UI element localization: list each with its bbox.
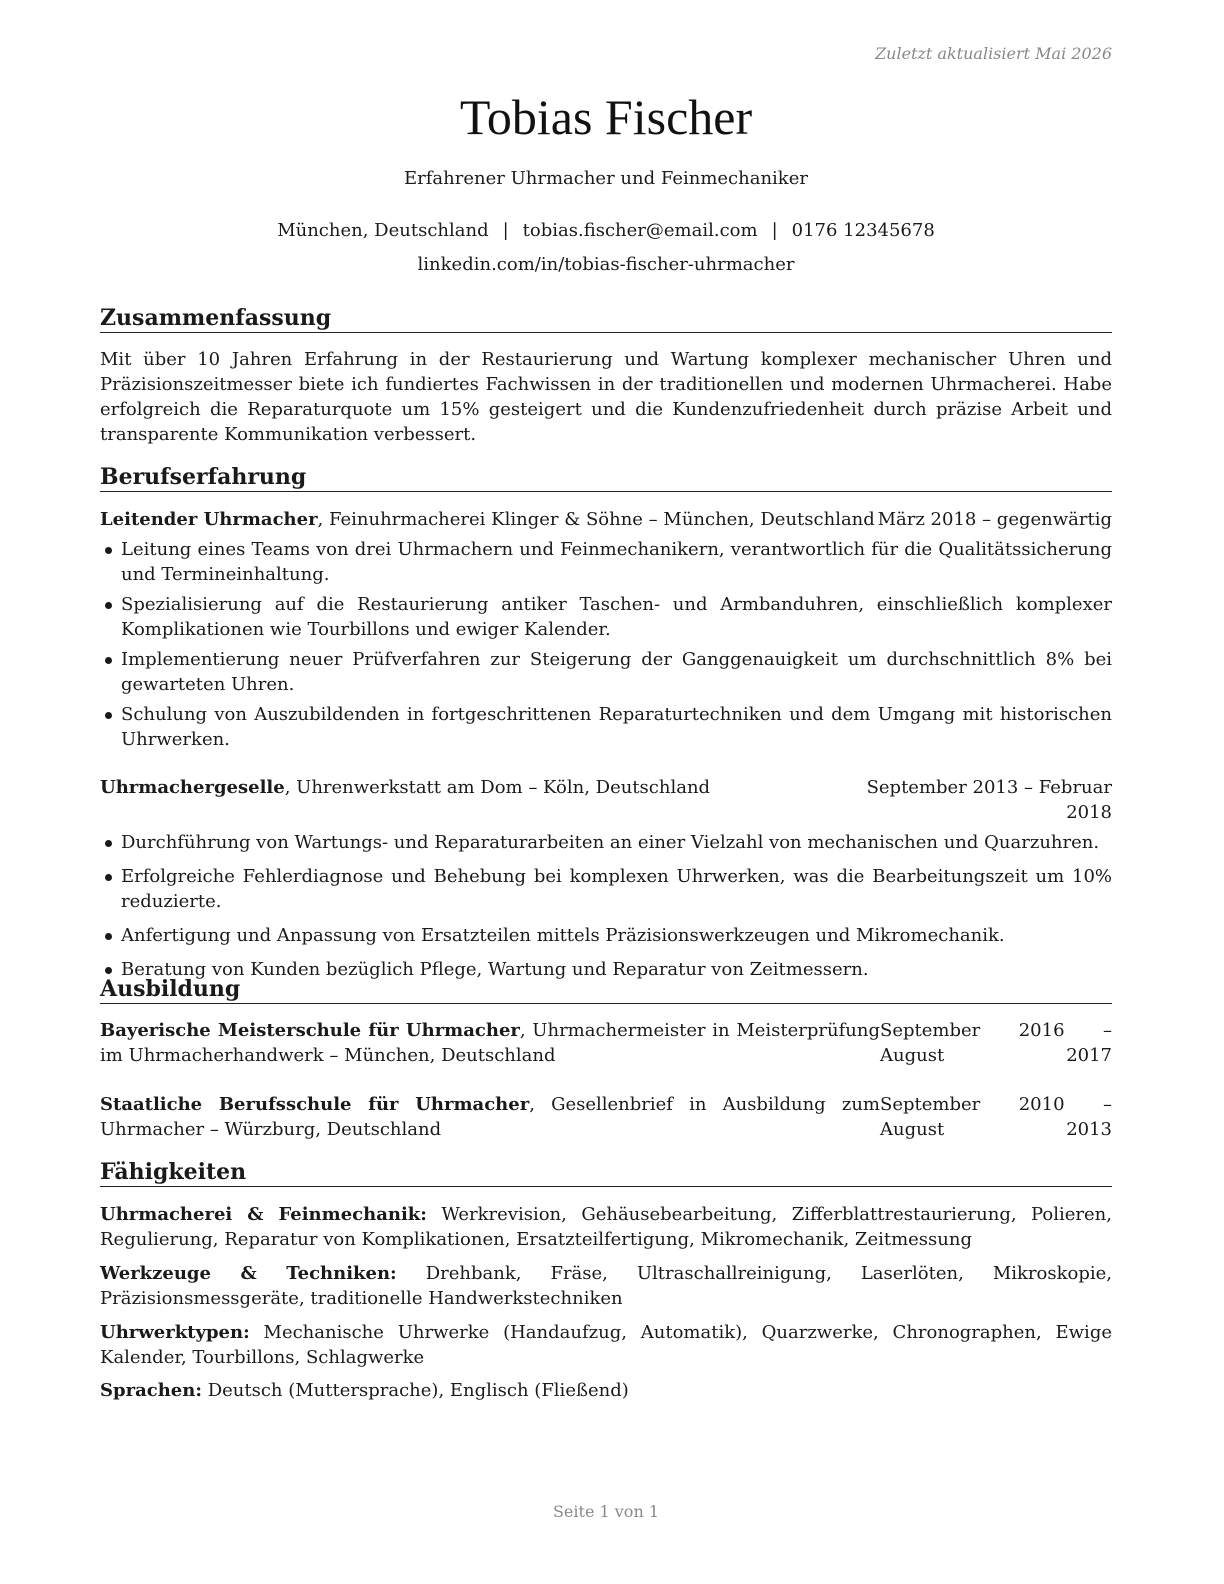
section-heading-experience: Berufserfahrung [100,464,1112,492]
education-detail: , Uhrmachermeister in Meisterprüfung im Uhrmacherhandwerk – München, Deutschland [100,1020,880,1066]
skill-text: Drehbank, Fräse, Ultraschallreinigung, Laserlöten, Mikroskopie, Präzisionsmessgeräte, traditionelle Handwerkstechniken [100,1263,1112,1309]
list-item: Anfertigung und Anpassung von Ersatzteilen mittels Präzisionswerkzeugen und Mikromechanik. [100,923,1112,948]
list-item: Durchführung von Wartungs- und Reparaturarbeiten an einer Vielzahl von mechanischen und Quarzuhren. [100,830,1112,855]
list-item: Implementierung neuer Prüfverfahren zur Steigerung der Ganggenauigkeit um durchschnittlich 8% bei gewarteten Uhren. [100,647,1112,697]
job-dates: September 2013 – Februar 2018 [866,777,1112,823]
education-dates: September 2016 – August [880,1020,1112,1066]
school-name: Bayerische Meisterschule für Uhrmacher [100,1020,520,1041]
skill-text: Mechanische Uhrwerke (Handaufzug, Automatik), Quarzwerke, Chronographen, Ewige Kalender, Tourbillons, Schlagwerke [100,1322,1112,1368]
section-heading-skills: Fähigkeiten [100,1159,1112,1187]
job-company: , Feinuhrmacherei Klinger & Söhne – München, Deutschland [317,509,875,530]
skill-row [100,1261,1112,1311]
list-item: Erfolgreiche Fehlerdiagnose und Behebung bei komplexen Uhrwerken, was die Bearbeitungszeit um 10% reduzierte. [100,864,1112,914]
email-link[interactable]: tobias.fischer@email.com [522,220,758,241]
job-bullet-list [100,830,1112,982]
school-name: Staatliche Berufsschule für Uhrmacher [100,1094,530,1115]
skill-row [100,1202,1112,1252]
list-item: Spezialisierung auf die Restaurierung antiker Taschen- und Armbanduhren, einschließlich komplexer Komplikationen wie Tourbillons und ewiger Kalender. [100,592,1112,642]
contact-line [100,220,1112,241]
phone: 0176 12345678 [791,220,935,241]
last-updated: Zuletzt aktualisiert Mai 2026 [875,44,1112,63]
person-name: Tobias Fischer [459,89,753,145]
location: München, Deutschland [277,220,489,241]
skill-text: Deutsch (Muttersprache), Englisch (Fließend) [201,1380,629,1401]
separator: | [771,220,778,241]
education-dates-year: 2013 [1066,1119,1112,1140]
skill-label: Sprachen: [100,1380,202,1401]
skill-row [100,1320,1112,1370]
skill-text: Werkrevision, Gehäusebearbeitung, Zifferblattrestaurierung, Polieren, Regulierung, Reparatur von Komplikationen, Ersatzteilfertigung, Mikromechanik, Zeitmessung [100,1204,1112,1250]
job-company: , Uhrenwerkstatt am Dom – Köln, Deutschland [284,777,711,798]
job-role: Leitender Uhrmacher [100,509,318,530]
skill-label: Uhrmacherei & Feinmechanik: [100,1204,427,1225]
page-number: Seite 1 von 1 [552,1502,660,1521]
resume-page [100,0,1112,1584]
separator: | [502,220,509,241]
job-bullet-list [100,537,1112,752]
section-heading-education: Ausbildung [100,976,1112,1004]
job-role: Uhrmachergeselle [100,777,285,798]
skill-row [100,1378,1112,1403]
education-dates: September 2010 – August [880,1094,1112,1140]
skill-label: Uhrwerktypen: [100,1322,250,1343]
list-item: Leitung eines Teams von drei Uhrmachern und Feinmechanikern, verantwortlich für die Qualitätssicherung und Termineinhaltung. [100,537,1112,587]
job-title: Erfahrener Uhrmacher und Feinmechaniker [404,168,808,189]
list-item: Schulung von Auszubildenden in fortgeschrittenen Reparaturtechniken und dem Umgang mit historischen Uhrwerken. [100,702,1112,752]
summary-text: Mit über 10 Jahren Erfahrung in der Restaurierung und Wartung komplexer mechanischer Uhren und Präzisionszeitmesser biete ich fundiertes Fachwissen in der traditionellen und modernen Uhrmacherei. Habe erfolgreich die Reparaturquote um 15% gesteigert und die Kundenzufriedenheit durch präzise Arbeit und transparente Kommunikation verbessert. [100,349,1112,445]
education-dates-year: 2017 [1066,1045,1112,1066]
skill-label: Werkzeuge & Techniken: [100,1263,397,1284]
list-item: Beratung von Kunden bezüglich Pflege, Wartung und Reparatur von Zeitmessern. [100,957,1112,982]
linkedin-link[interactable]: linkedin.com/in/tobias-fischer-uhrmacher [417,254,795,275]
education-detail: , Gesellenbrief in Ausbildung zum Uhrmacher – Würzburg, Deutschland [100,1094,881,1140]
job-dates: März 2018 – gegenwärtig [877,509,1112,530]
section-heading-summary: Zusammenfassung [100,305,1112,333]
